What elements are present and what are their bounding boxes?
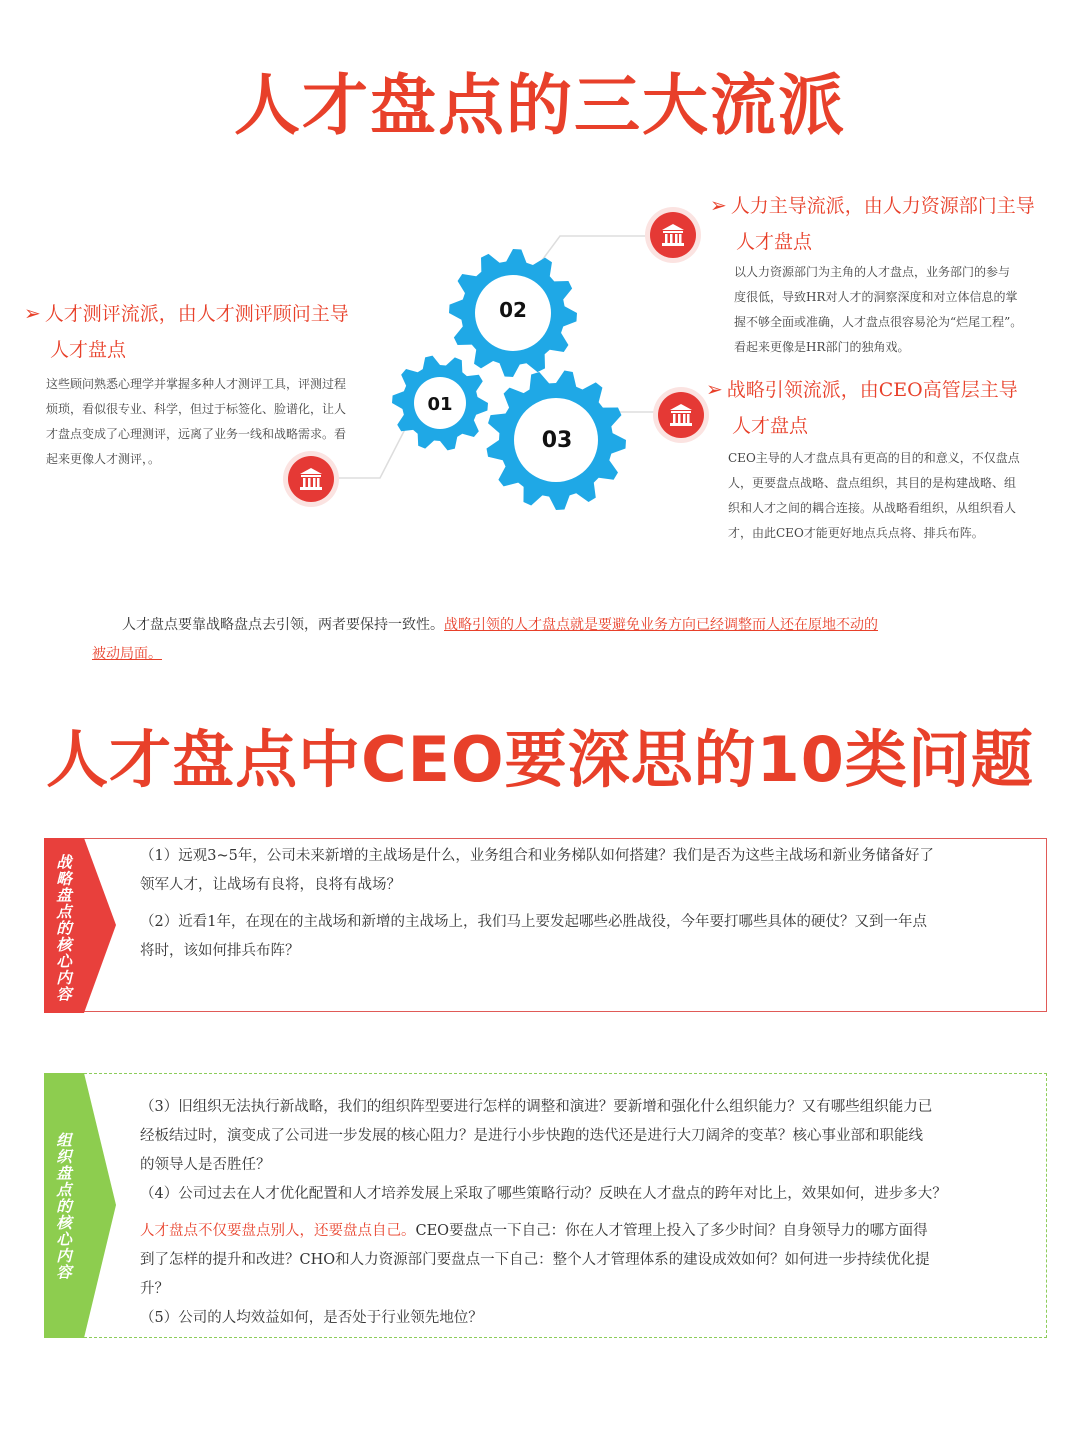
school-strategy-desc xyxy=(728,446,1074,546)
school-strategy-icon-circle xyxy=(658,392,704,438)
summary-link[interactable]: 战略引领的人才盘点就是要避免业务方向已经调整而人还在原地不动的 xyxy=(444,617,878,633)
bank-icon xyxy=(650,212,696,258)
school-assessment-desc xyxy=(46,372,396,472)
question-2-line: 将时，该如何排兵布阵？ xyxy=(140,943,300,959)
school-hr-heading: ➢ 人力主导流派，由人力资源部门主导 人才盘点 xyxy=(710,187,1070,260)
question-1-line: （1）远观3~5年，公司未来新增的主战场是什么，业务组合和业务梯队如何搭建？我们是否为这些主战场和新业务储备好了 xyxy=(140,848,934,864)
gear-label-03: 03 xyxy=(541,428,573,453)
question-3-line: （3）旧组织无法执行新战略，我们的组织阵型要进行怎样的调整和演进？要新增和强化什么组织能力？又有哪些组织能力已 xyxy=(140,1099,933,1115)
question-4-line: （4）公司过去在人才优化配置和人才培养发展上采取了哪些策略行动？反映在人才盘点的跨年对比上，效果如何，进步多大？ xyxy=(140,1186,947,1202)
org-tab-label: 组织盘点的核心内容 xyxy=(54,1132,73,1281)
section-title: 人才盘点中CEO要深思的10类问题 xyxy=(46,723,1034,796)
strategy-tab-label: 战略盘点的核心内容 xyxy=(54,854,73,1003)
highlight-text: 人才盘点不仅要盘点别人，还要盘点自己。 xyxy=(140,1223,416,1239)
question-5-line: （5）公司的人均效益如何，是否处于行业领先地位？ xyxy=(140,1310,483,1326)
bank-icon xyxy=(658,392,704,438)
desc-line: 以人力资源部门为主角的人才盘点，业务部门的参与 xyxy=(734,265,1011,279)
school-hr-heading-line2: 人才盘点 xyxy=(736,231,813,253)
question-1-line: 领军人才，让战场有良将，良将有战场？ xyxy=(140,877,401,893)
school-hr-heading-line1: 人力主导流派，由人力资源部门主导 xyxy=(730,195,1035,217)
question-4-cont: 升？ xyxy=(140,1281,169,1297)
desc-line: 握不够全面或准确，人才盘点很容易沦为“烂尾工程”。 xyxy=(734,315,1023,329)
school-hr-icon-circle xyxy=(650,212,696,258)
gears-graphic xyxy=(380,240,640,510)
school-hr-desc xyxy=(734,260,1074,360)
desc-line: 人，更要盘点战略、盘点组织，其目的是构建战略、组 xyxy=(728,476,1017,490)
gear-label-02: 02 xyxy=(499,298,527,322)
desc-line: 这些顾问熟悉心理学并掌握多种人才测评工具，评测过程 xyxy=(46,377,347,391)
desc-line: 才盘点变成了心理测评，远离了业务一线和战略需求。看 xyxy=(46,427,347,441)
school-strategy-heading: ➢ 战略引领流派，由CEO高管层主导 人才盘点 xyxy=(706,371,1076,444)
summary-link-cont[interactable]: 被动局面。 xyxy=(92,646,162,662)
page-title: 人才盘点的三大流派 xyxy=(234,67,846,144)
school-assessment-heading-line2: 人才盘点 xyxy=(50,339,127,361)
summary-paragraph xyxy=(92,611,1012,669)
question-2-line: （2）近看1年，在现在的主战场和新增的主战场上，我们马上要发起哪些必胜战役，今年要打哪些具体的硬仗？又到一年点 xyxy=(140,914,927,930)
summary-plain-text: 人才盘点要靠战略盘点去引领，两者要保持一致性。 xyxy=(122,617,444,633)
desc-line: 看起来更像是HR部门的独角戏。 xyxy=(734,340,910,354)
question-4-cont: CEO要盘点一下自己：你在人才管理上投入了多少时间？自身领导力的哪方面得 xyxy=(415,1223,928,1239)
org-items xyxy=(140,1093,1045,1333)
desc-line: 度很低，导致HR对人才的洞察深度和对立体信息的掌 xyxy=(734,290,1018,304)
school-strategy-heading-line1: 战略引领流派，由CEO高管层主导 xyxy=(726,379,1018,401)
school-assessment-heading-line1: 人才测评流派，由人才测评顾问主导 xyxy=(44,303,349,325)
question-3-line: 经板结过时，演变成了公司进一步发展的核心阻力？是进行小步快跑的迭代还是进行大刀阔斧的变革？核心事业部和职能线 xyxy=(140,1128,923,1144)
strategy-items xyxy=(140,842,1040,966)
desc-line: 起来更像人才测评，。 xyxy=(46,452,161,466)
desc-line: 织和人才之间的耦合连接。从战略看组织，从组织看人 xyxy=(728,501,1017,515)
desc-line: 烦琐，看似很专业、科学，但过于标签化、脸谱化，让人 xyxy=(46,402,347,416)
gear-label-01: 01 xyxy=(427,394,453,415)
desc-line: 才，由此CEO才能更好地点兵点将、排兵布阵。 xyxy=(728,526,984,540)
question-4-cont: 到了怎样的提升和改进？CHO和人力资源部门要盘点一下自己：整个人才管理体系的建设成效如何？如何进一步持续优化提 xyxy=(140,1252,930,1268)
school-strategy-heading-line2: 人才盘点 xyxy=(732,415,809,437)
question-3-line: 的领导人是否胜任？ xyxy=(140,1157,271,1173)
school-assessment-heading: ➢ 人才测评流派，由人才测评顾问主导 人才盘点 xyxy=(24,295,404,368)
desc-line: CEO主导的人才盘点具有更高的目的和意义，不仅盘点 xyxy=(728,451,1020,465)
